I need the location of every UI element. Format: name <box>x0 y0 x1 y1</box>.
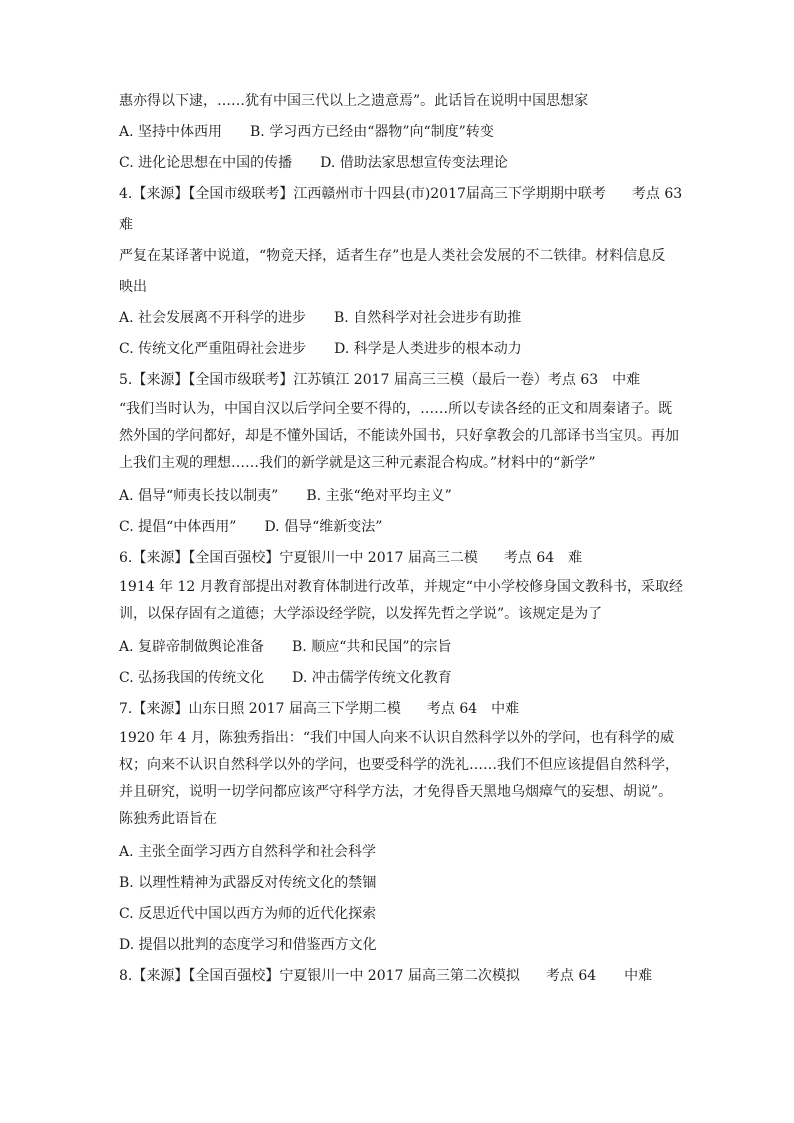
text-line: 训，以保存固有之道德；大学添设经学院，以发挥先哲之学说”。该规定是为了 <box>119 606 603 622</box>
source-line: 6.【来源】【全国百强校】宁夏银川一中 2017 届高三二模 <box>119 550 478 566</box>
question-7-source <box>119 694 679 725</box>
question-6-stem-cont <box>119 601 679 628</box>
option-c: C. 反思近代中国以西方为师的近代化探索 <box>119 906 377 922</box>
option-c: C. 进化论思想在中国的传播 <box>119 155 293 171</box>
question-7-option-c <box>119 899 679 930</box>
question-4-stem-cont <box>119 272 679 303</box>
option-d: D. 倡导“维新变法” <box>264 519 383 535</box>
question-4-difficulty <box>119 210 679 241</box>
question-7-option-b <box>119 868 679 899</box>
document-page <box>119 86 683 992</box>
question-5-options-row-2 <box>119 512 679 543</box>
knowledge-point: 考点 64 中难 <box>545 968 653 984</box>
question-5-options-row-1 <box>119 481 679 512</box>
question-7-option-a <box>119 837 679 868</box>
knowledge-point: 考点 64 难 <box>503 550 583 566</box>
source-line: 4.【来源】【全国市级联考】江西赣州市十四县(市)2017届高三下学期期中联考 <box>119 186 606 202</box>
text-line: 陈独秀此语旨在 <box>119 811 217 827</box>
option-a: A. 坚持中体西用 <box>119 124 223 140</box>
option-b: B. 以理性精神为武器反对传统文化的禁锢 <box>119 875 377 891</box>
question-5-stem-cont <box>119 450 679 477</box>
question-8-source <box>119 961 679 992</box>
question-4-source <box>119 179 683 210</box>
question-5-stem-cont <box>119 423 679 450</box>
option-c: C. 弘扬我国的传统文化 <box>119 670 265 686</box>
text-line: 并且研究，说明一切学问都应该严守科学方法，才免得昏天黑地乌烟瘴气的妄想、胡说”。 <box>119 784 673 800</box>
text-line: 映出 <box>119 279 147 295</box>
question-3-options-row-2 <box>119 148 679 179</box>
option-d: D. 提倡以批判的态度学习和借鉴西方文化 <box>119 937 377 953</box>
question-4-stem <box>119 241 679 272</box>
question-7-stem <box>119 725 679 752</box>
text-line: 严复在某译著中说道，“物竞天择，适者生存”也是人类社会发展的不二铁律。材料信息反 <box>119 248 666 264</box>
difficulty: 难 <box>119 217 133 233</box>
option-a: A. 倡导“师夷长技以制夷” <box>119 488 279 504</box>
question-4-options-row-1 <box>119 303 679 334</box>
knowledge-point: 考点 63 <box>631 186 683 202</box>
option-b: B. 顺应“共和民国”的宗旨 <box>292 639 452 655</box>
question-5-source <box>119 365 679 396</box>
question-4-options-row-2 <box>119 334 679 365</box>
question-7-option-d <box>119 930 679 961</box>
question-6-options-row-1 <box>119 632 679 663</box>
text-line: 惠亦得以下逮，……犹有中国三代以上之遗意焉”。此话旨在说明中国思想家 <box>119 93 589 109</box>
option-a: A. 主张全面学习西方自然科学和社会科学 <box>119 844 377 860</box>
knowledge-point: 考点 64 中难 <box>426 701 520 717</box>
source-line: 8.【来源】【全国百强校】宁夏银川一中 2017 届高三第二次模拟 <box>119 968 520 984</box>
option-c: C. 提倡“中体西用” <box>119 519 237 535</box>
question-3-options-row-1 <box>119 117 679 148</box>
option-a: A. 复辟帝制做舆论准备 <box>119 639 265 655</box>
question-6-source <box>119 543 679 574</box>
question-5-stem <box>119 396 679 423</box>
option-d: D. 借助法家思想宣传变法理论 <box>320 155 508 171</box>
source-line: 7.【来源】山东日照 2017 届高三下学期二模 <box>119 701 401 717</box>
question-7-stem-cont <box>119 779 679 806</box>
option-a: A. 社会发展离不开科学的进步 <box>119 310 307 326</box>
text-line: 权；向来不认识自然科学以外的学问，也要受科学的洗礼……我们不但应该提倡自然科学， <box>119 757 679 773</box>
option-c: C. 传统文化严重阻碍社会进步 <box>119 341 307 357</box>
question-7-stem-cont <box>119 806 679 833</box>
option-d: D. 科学是人类进步的根本动力 <box>334 341 522 357</box>
question-6-options-row-2 <box>119 663 679 694</box>
option-b: B. 学习西方已经由“器物”向“制度”转变 <box>250 124 494 140</box>
question-7-stem-cont <box>119 752 679 779</box>
question-3-stem-end <box>119 86 679 117</box>
text-line: 然外国的学问都好，却是不懂外国话，不能读外国书，只好拿教会的几部译书当宝贝。再加 <box>119 428 679 444</box>
text-line: 上我们主观的理想……我们的新学就是这三种元素混合构成。”材料中的“新学” <box>119 455 596 471</box>
text-line: 1914 年 12 月教育部提出对教育体制进行改革，并规定“中小学校修身国文教科书，采取经 <box>119 579 683 595</box>
option-b: B. 自然科学对社会进步有助推 <box>334 310 522 326</box>
text-line: 1920 年 4 月，陈独秀指出：“我们中国人向来不认识自然科学以外的学问，也有科学的威 <box>119 730 675 746</box>
option-b: B. 主张“绝对平均主义” <box>306 488 452 504</box>
question-6-stem <box>119 574 683 601</box>
option-d: D. 冲击儒学传统文化教育 <box>292 670 452 686</box>
text-line: “我们当时认为，中国自汉以后学问全要不得的，……所以专读各经的正文和周秦诸子。既 <box>119 401 673 417</box>
source-line: 5.【来源】【全国市级联考】江苏镇江 2017 届高三三模（最后一卷）考点 63 中难 <box>119 372 641 388</box>
